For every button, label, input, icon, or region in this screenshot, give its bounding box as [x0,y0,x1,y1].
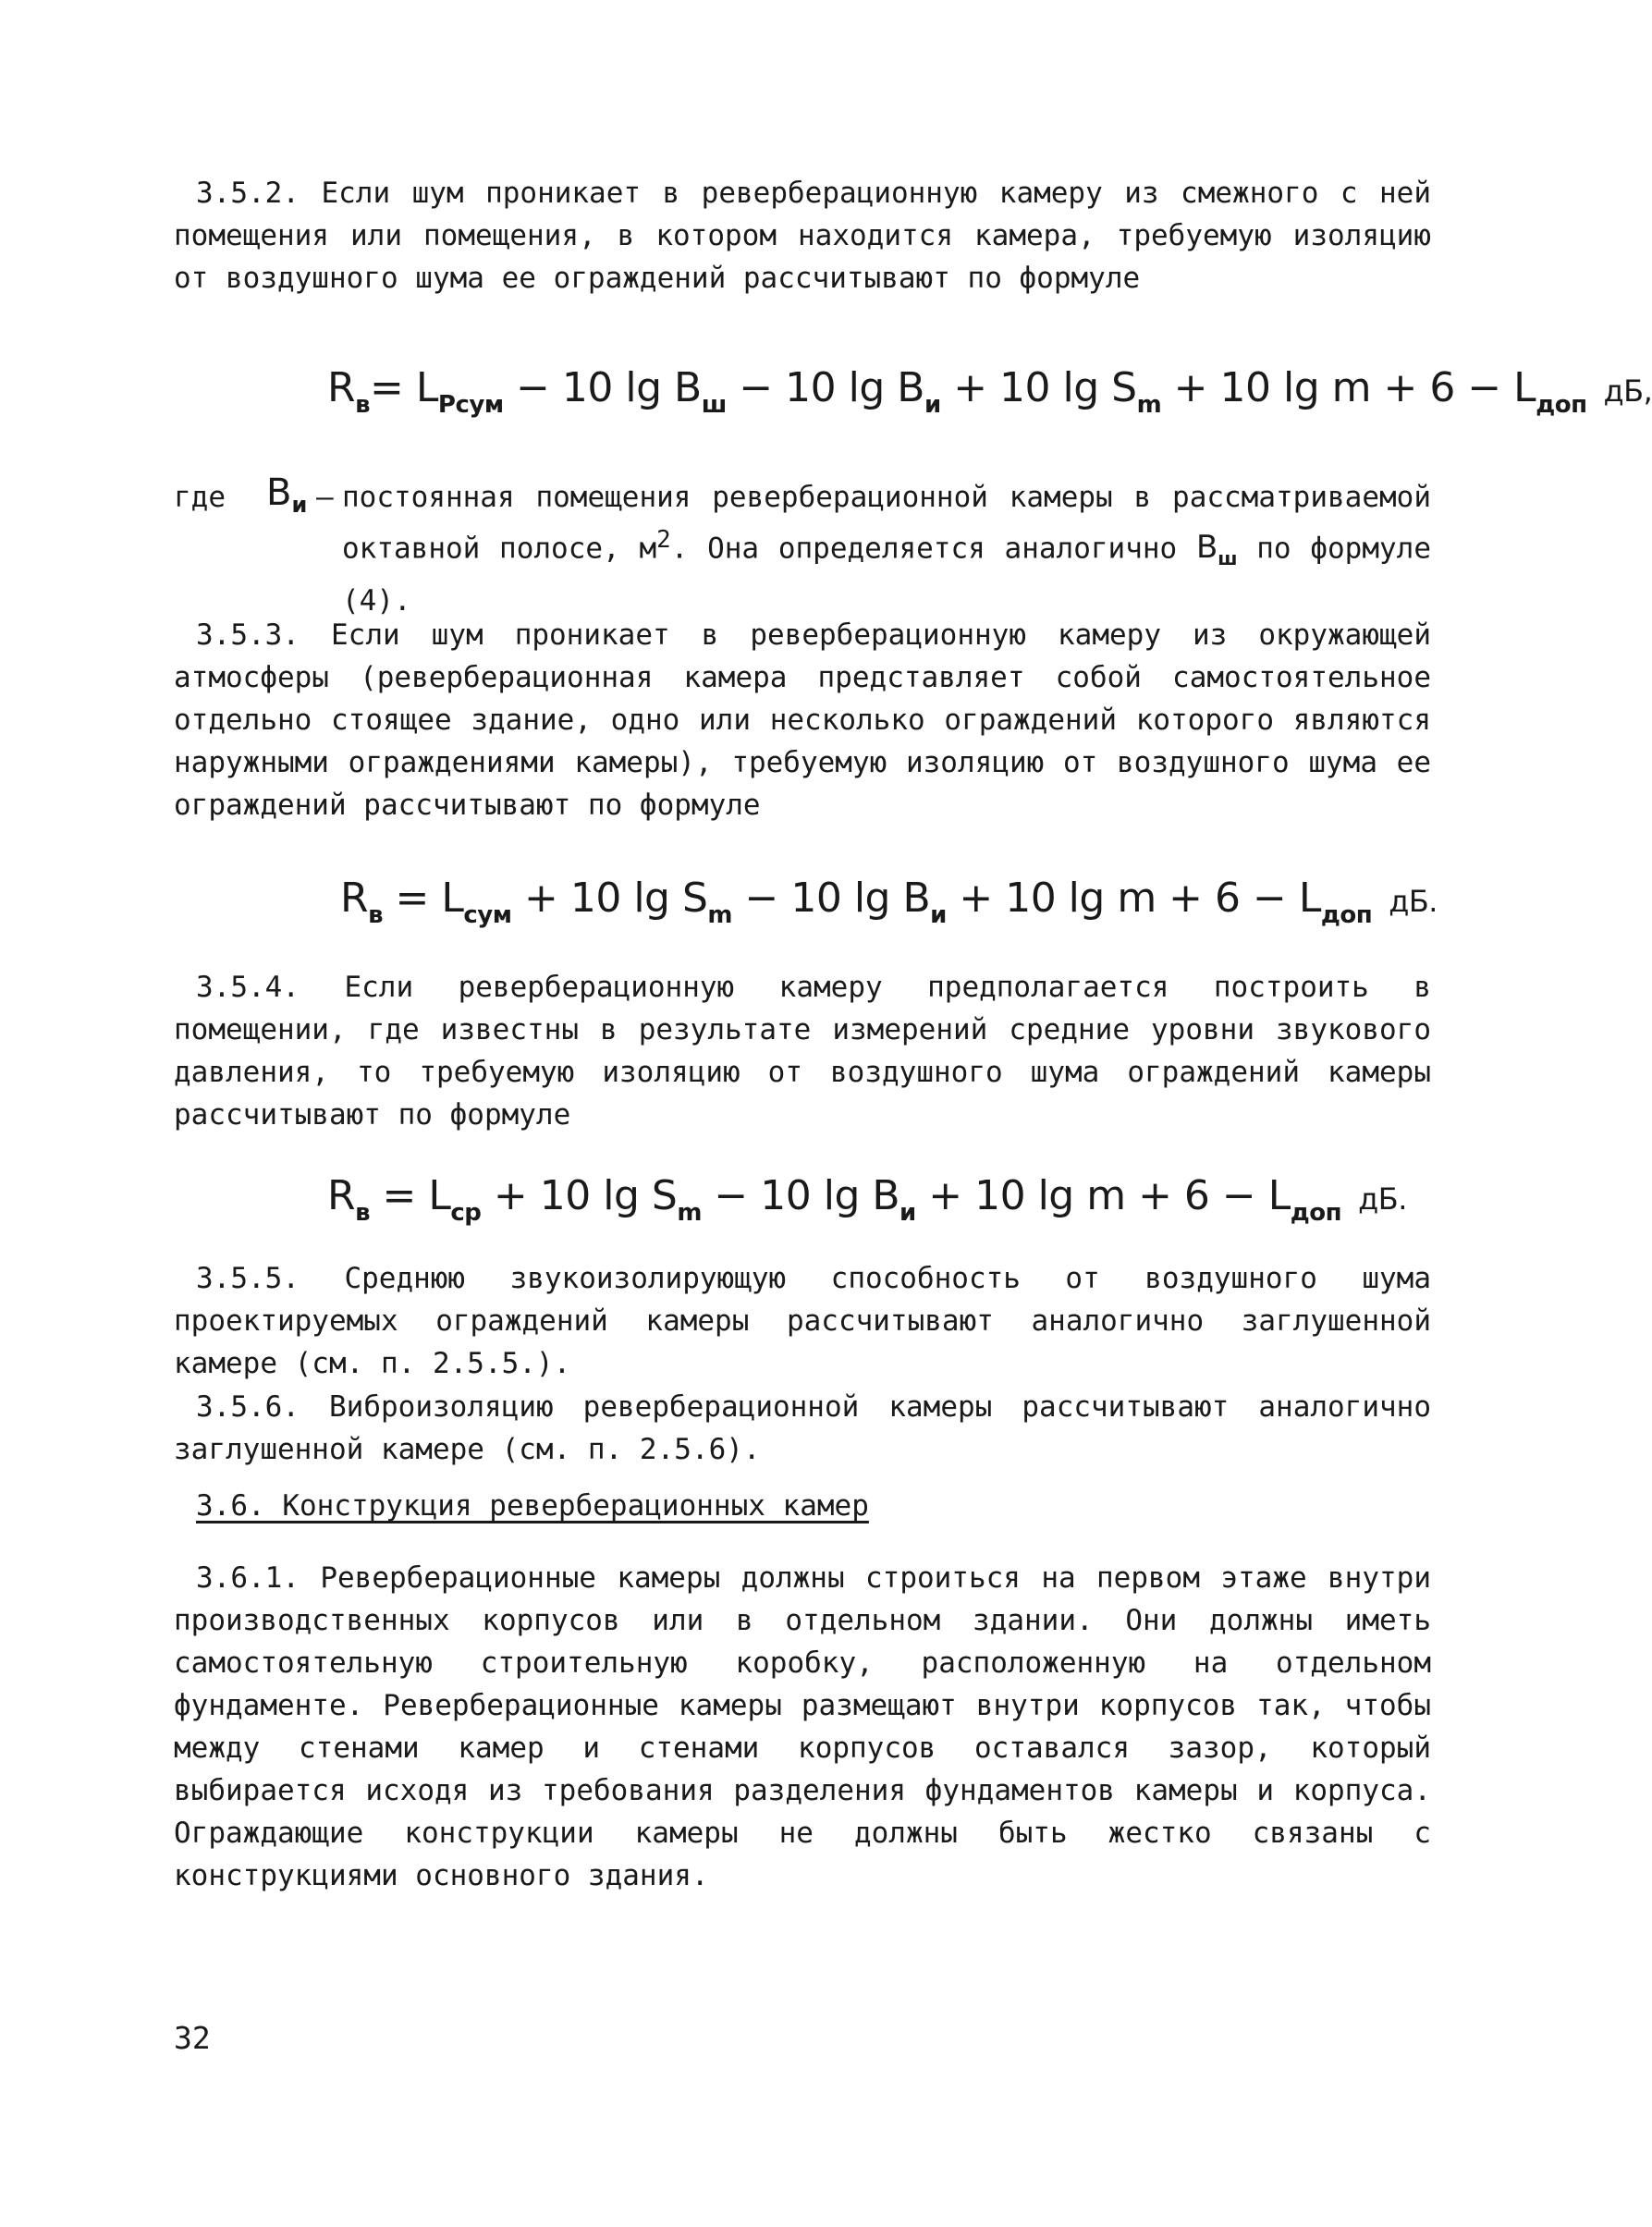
formula-term: R [340,875,369,922]
formula-term: + 10 lg m + 6 − L [946,875,1321,922]
paragraph-3-5-6: 3.5.6. Виброизоляцию реверберационной камеры рассчитывают аналогично заглушенной камере (см. п. 2.5.6). [174,1390,1431,1466]
formula-term: + 10 lg S [940,364,1137,411]
paragraph-3-5-5: 3.5.5. Среднюю звукоизолирующую способность от воздушного шума проектируемых ограждений камеры рассчитывают аналогично заглушенной камере (см. п. 2.5.5.). [174,1262,1431,1380]
formula-subscript: и [924,391,941,419]
formula-term: = L [383,875,464,922]
formula-term: + 10 lg m + 6 − L [915,1172,1291,1219]
paragraph-3-6-1: 3.6.1. Реверберационные камеры должны строиться на первом этаже внутри производственных корпусов или в отдельном здании. Они должны иметь самостоятельную строительную коробку, расположенную на отдельном фундаменте. Реверберационные камеры размещают внутри корпусов так, чтобы между стенами камер и стенами корпусов оставался зазор, который выбирается исходя из требования разделения фундаментов камеры и корпуса. Ограждающие конструкции камеры не должны быть жестко связаны с конструкциями основного здания. [174,1561,1431,1892]
formula-term: − 10 lg B [503,364,702,411]
formula-term: + 10 lg m + 6 − L [1161,364,1536,411]
formula-term: − 10 lg B [701,1172,900,1219]
paragraph-3-5-3: 3.5.3. Если шум проникает в реверберационную камеру из окружающей атмосферы (реверберационная камера представляет собой самостоятельное отдельно стоящее здание, одно или несколько ограждений которого являются наружными ограждениями камеры), требуемую изоляцию от воздушного шума ее ограждений рассчитывают по формуле [174,618,1431,822]
formula-subscript: ш [701,391,727,419]
formula-term: − 10 lg B [732,875,931,922]
symbol-letter: B [266,471,292,514]
formula-subscript: и [899,1199,916,1227]
formula-term: R [327,364,356,411]
paragraph-3-5-2: 3.5.2. Если шум проникает в реверберационную камеру из смежного с ней помещения или помещения, в котором находится камера, требуемую изоляцию от воздушного шума ее ограждений рассчитывают по формуле [174,177,1431,295]
formula-term: + 10 lg S [511,875,708,922]
formula-subscript: доп [1290,1199,1342,1227]
formula-unit: дБ, [1603,373,1652,409]
symbol-letter: B [1195,529,1218,567]
definition-text: постоянная помещения реверберационной камеры в рассматриваемой октавной полосе, м [342,481,1431,566]
formula-subscript: в [355,391,371,419]
symbol-subscript: ш [1218,547,1238,570]
where-definition [316,476,1431,622]
definition-text: по формуле (4). [342,532,1431,618]
formula-subscript: Pсум [437,391,504,419]
formula-subscript: в [368,901,384,929]
definition-dash: – [316,481,334,514]
formula-term: + 10 lg S [481,1172,678,1219]
formula-subscript: доп [1320,901,1373,929]
formula-term: = L [370,364,438,411]
page-number: 32 [174,2020,211,2056]
where-symbol [266,470,307,528]
inline-symbol-bsh [1195,529,1238,570]
formula-rv-adjacent-room [327,361,1652,433]
formula-unit: дБ. [1389,884,1438,919]
formula-subscript: m [1136,391,1162,419]
formula-rv-atmosphere [340,871,1438,943]
formula-term: = L [370,1172,451,1219]
where-label: где [174,481,226,514]
paragraph-3-5-4: 3.5.4. Если реверберационную камеру предполагается построить в помещении, где известны в результате измерений средние уровни звукового давления, то требуемую изоляцию от воздушного шума ограждений камеры рассчитывают по формуле [174,971,1431,1132]
formula-subscript: и [930,901,947,929]
symbol-subscript: и [291,492,308,518]
section-heading-3-6: 3.6. Конструкция реверберационных камер [196,1489,869,1523]
formula-subscript: в [355,1199,371,1227]
unit-superscript: 2 [656,526,671,554]
formula-subscript: доп [1536,391,1587,419]
formula-subscript: ср [450,1199,482,1227]
formula-subscript: m [677,1199,702,1227]
formula-subscript: m [707,901,732,929]
formula-subscript: сум [463,901,512,929]
formula-term: − 10 lg B [726,364,924,411]
formula-rv-measured-room [327,1169,1407,1241]
formula-term: R [327,1172,356,1219]
formula-unit: дБ. [1358,1181,1407,1217]
definition-text: . Она определяется аналогично [670,532,1196,566]
